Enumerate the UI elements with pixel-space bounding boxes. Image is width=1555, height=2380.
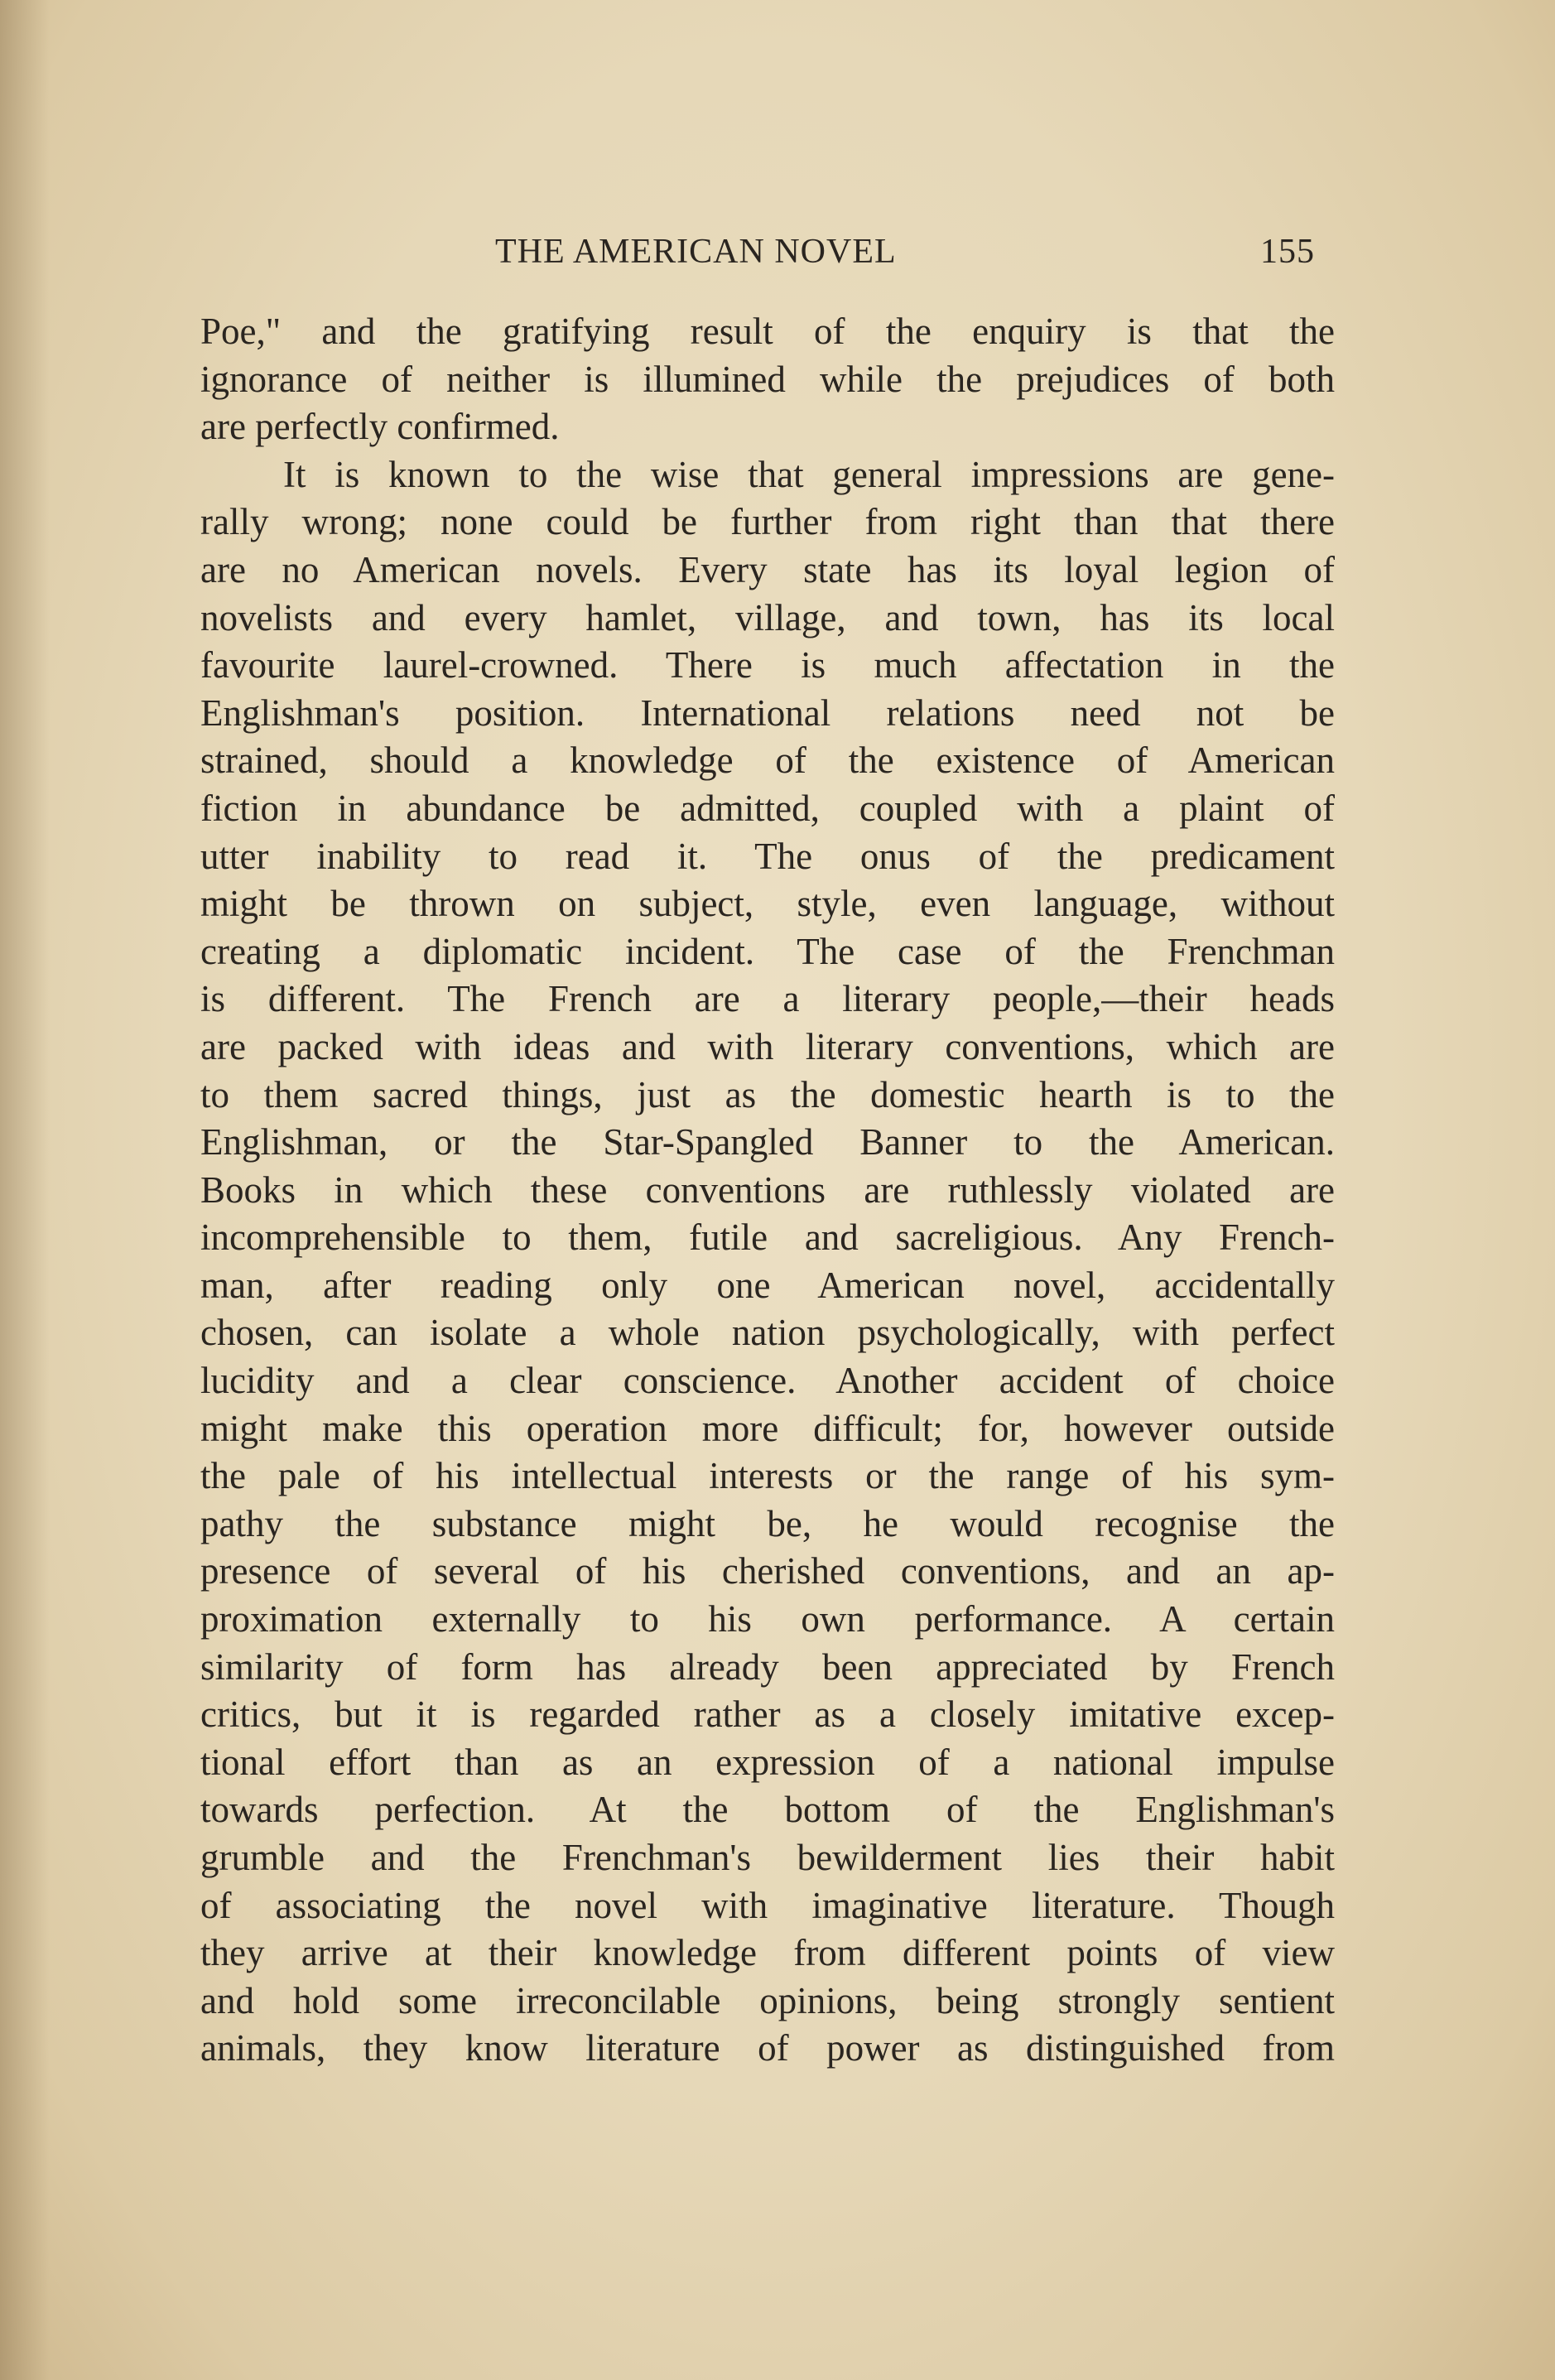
text-line: towards perfection. At the bottom of the Englishman's: [200, 1789, 1335, 1831]
text-line: presence of several of his cherished conventions, and an ap-: [200, 1550, 1335, 1592]
text-line: tional effort than as an expression of a national impulse: [200, 1741, 1335, 1783]
text-line: favourite laurel-crowned. There is much affectation in the: [200, 644, 1335, 687]
text-line: and hold some irreconcilable opinions, being strongly sentient: [200, 1979, 1335, 2021]
text-line: are no American novels. Every state has its loyal legion of: [200, 548, 1335, 590]
text-line: they arrive at their knowledge from different points of view: [200, 1932, 1335, 1974]
text-line: animals, they know literature of power as distinguished from: [200, 2027, 1335, 2069]
text-line: creating a diplomatic incident. The case of the Frenchman: [200, 930, 1335, 972]
text-line: to them sacred things, just as the domestic hearth is to the: [200, 1073, 1335, 1115]
text-line: strained, should a knowledge of the existence of American: [200, 740, 1335, 782]
text-line: proximation externally to his own performance. A certain: [200, 1598, 1335, 1640]
text-line: ignorance of neither is illumined while the prejudices of both: [200, 358, 1335, 400]
text-line: Books in which these conventions are ruthlessly violated are: [200, 1168, 1335, 1211]
text-line: novelists and every hamlet, village, and town, has its local: [200, 596, 1335, 638]
text-line: man, after reading only one American novel, accidentally: [200, 1264, 1335, 1306]
text-line: fiction in abundance be admitted, coupled with a plaint of: [200, 787, 1335, 829]
text-line: pathy the substance might be, he would recognise the: [200, 1502, 1335, 1544]
text-line: lucidity and a clear conscience. Another accident of choice: [200, 1360, 1335, 1402]
text-line: utter inability to read it. The onus of the predicament: [200, 835, 1335, 877]
running-title: THE AMERICAN NOVEL: [495, 233, 897, 271]
text-line: Englishman, or the Star-Spangled Banner to the American.: [200, 1121, 1335, 1164]
text-line: is different. The French are a literary people,—their heads: [200, 978, 1335, 1020]
text-line: are perfectly confirmed.: [200, 406, 560, 448]
text-line: might make this operation more difficult; for, however outside: [200, 1407, 1335, 1449]
page-number: 155: [1260, 233, 1315, 271]
text-line: Englishman's position. International relations need not be: [200, 691, 1335, 734]
text-line: incomprehensible to them, futile and sacreligious. Any French-: [200, 1216, 1335, 1259]
text-line: of associating the novel with imaginative literature. Though: [200, 1884, 1335, 1926]
page-gutter-shadow: [0, 0, 50, 2380]
text-line: are packed with ideas and with literary conventions, which are: [200, 1025, 1335, 1067]
text-line: the pale of his intellectual interests or the range of his sym-: [200, 1455, 1335, 1497]
text-line: might be thrown on subject, style, even language, without: [200, 883, 1335, 925]
running-header: [495, 232, 1315, 282]
text-line: It is known to the wise that general impressions are gene-: [283, 453, 1335, 495]
text-line: similarity of form has already been appreciated by French: [200, 1645, 1335, 1688]
text-line: rally wrong; none could be further from right than that there: [200, 501, 1335, 543]
text-line: grumble and the Frenchman's bewilderment lies their habit: [200, 1837, 1335, 1878]
text-line: Poe," and the gratifying result of the enquiry is that the: [200, 311, 1335, 352]
body-text: [200, 308, 1335, 2073]
text-line: critics, but it is regarded rather as a closely imitative excep-: [200, 1693, 1335, 1736]
text-line: chosen, can isolate a whole nation psychologically, with perfect: [200, 1312, 1335, 1354]
